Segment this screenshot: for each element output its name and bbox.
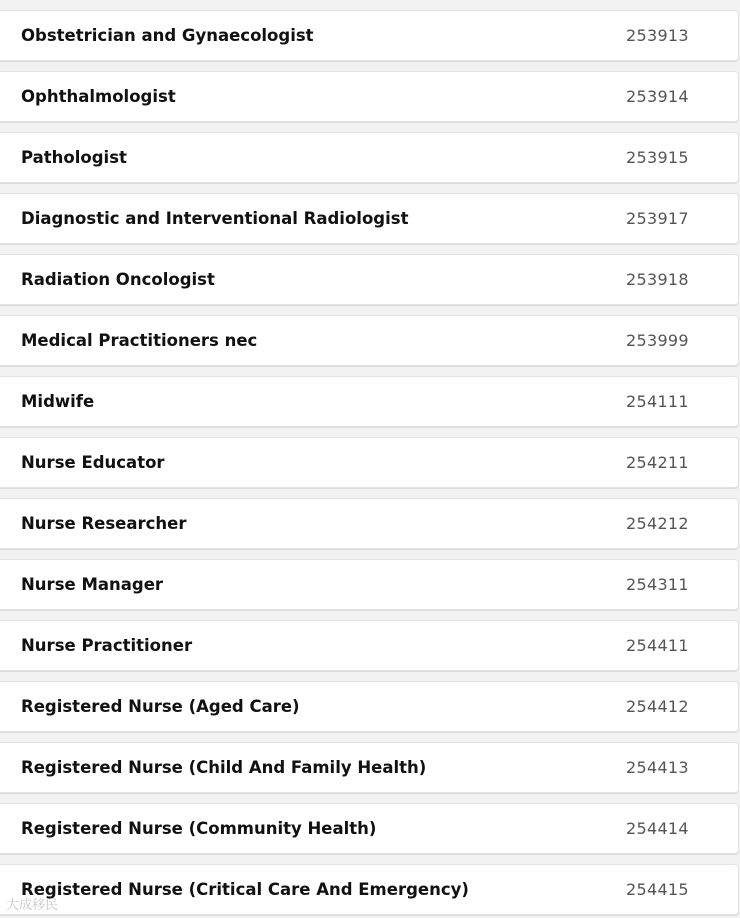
occupation-row[interactable] bbox=[0, 681, 739, 732]
occupation-row[interactable] bbox=[0, 10, 739, 61]
occupation-code: 254212 bbox=[626, 514, 689, 533]
occupation-row[interactable] bbox=[0, 437, 739, 488]
occupation-code: 254311 bbox=[626, 575, 689, 594]
occupation-code: 253917 bbox=[626, 209, 689, 228]
occupation-row[interactable] bbox=[0, 132, 739, 183]
occupation-row[interactable] bbox=[0, 376, 739, 427]
occupation-code: 254412 bbox=[626, 697, 689, 716]
occupation-row[interactable] bbox=[0, 559, 739, 610]
occupation-code: 253915 bbox=[626, 148, 689, 167]
occupation-name: Registered Nurse (Child And Family Health) bbox=[21, 758, 427, 777]
occupation-code: 254415 bbox=[626, 880, 689, 899]
occupation-name: Nurse Researcher bbox=[21, 514, 187, 533]
occupation-name: Nurse Manager bbox=[21, 575, 164, 594]
occupation-code: 254411 bbox=[626, 636, 689, 655]
occupation-code: 254211 bbox=[626, 453, 689, 472]
occupation-row[interactable] bbox=[0, 498, 739, 549]
occupation-code: 254111 bbox=[626, 392, 689, 411]
watermark-text: 大成移民 bbox=[6, 898, 59, 913]
occupation-name: Ophthalmologist bbox=[21, 87, 176, 106]
occupation-code: 253913 bbox=[626, 26, 689, 45]
occupation-row[interactable] bbox=[0, 193, 739, 244]
occupation-name: Pathologist bbox=[21, 148, 127, 167]
occupation-name: Registered Nurse (Community Health) bbox=[21, 819, 377, 838]
occupation-row[interactable] bbox=[0, 71, 739, 122]
occupation-name: Radiation Oncologist bbox=[21, 270, 215, 289]
occupation-row[interactable] bbox=[0, 315, 739, 366]
occupation-code: 253918 bbox=[626, 270, 689, 289]
occupation-row[interactable] bbox=[0, 254, 739, 305]
occupation-name: Nurse Educator bbox=[21, 453, 165, 472]
occupation-row[interactable] bbox=[0, 864, 739, 915]
watermark bbox=[6, 894, 58, 913]
occupation-row[interactable] bbox=[0, 620, 739, 671]
occupation-code: 253914 bbox=[626, 87, 689, 106]
occupation-name: Registered Nurse (Aged Care) bbox=[21, 697, 300, 716]
occupation-name: Registered Nurse (Critical Care And Emergency) bbox=[21, 880, 469, 899]
occupation-code: 254414 bbox=[626, 819, 689, 838]
occupation-name: Midwife bbox=[21, 392, 95, 411]
occupation-row[interactable] bbox=[0, 742, 739, 793]
occupation-name: Diagnostic and Interventional Radiologist bbox=[21, 209, 409, 228]
occupation-name: Obstetrician and Gynaecologist bbox=[21, 26, 314, 45]
occupation-name: Medical Practitioners nec bbox=[21, 331, 258, 350]
occupation-name: Nurse Practitioner bbox=[21, 636, 193, 655]
occupation-code: 253999 bbox=[626, 331, 689, 350]
occupation-code: 254413 bbox=[626, 758, 689, 777]
occupation-row[interactable] bbox=[0, 803, 739, 854]
